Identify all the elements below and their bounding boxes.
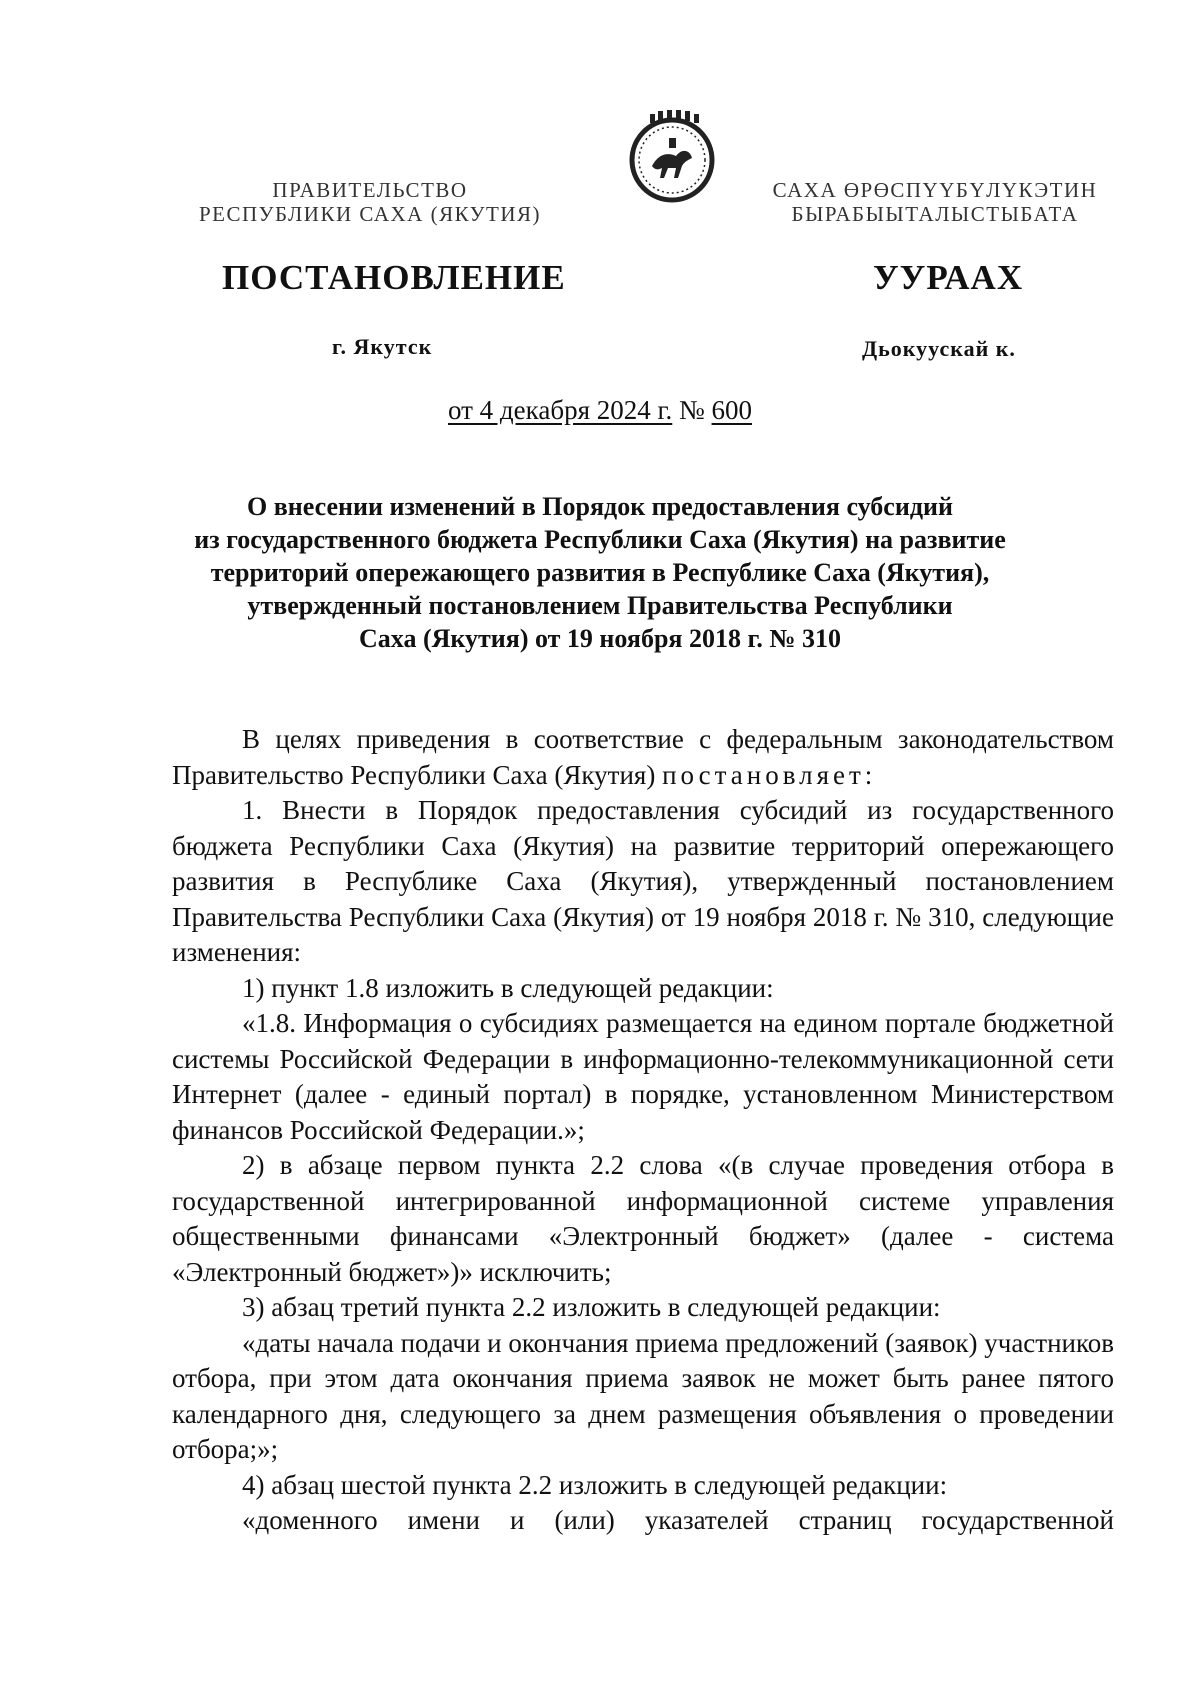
document-title [170, 490, 1030, 655]
intro-verb: постановляет: [662, 759, 877, 790]
intro-text: В целях приведения в соответствие с федеральным законодательством Правительство Республики Саха (Якутия) [172, 724, 1114, 790]
org-name-sah-line1: САХА ӨРӨСПҮҮБҮЛҮКЭТИН [772, 178, 1098, 202]
paragraph-2: 1) пункт 1.8 изложить в следующей редакции: [242, 972, 774, 1003]
title-line: утвержденный постановлением Правительства Республики [247, 591, 953, 620]
document-number: 600 [711, 395, 753, 425]
document-type-ru: ПОСТАНОВЛЕНИЕ [222, 258, 566, 297]
title-line: из государственного бюджета Республики Саха (Якутия) на развитие [194, 525, 1006, 554]
intro-paragraph [172, 722, 1114, 793]
document-date: от 4 декабря 2024 г. [447, 395, 673, 425]
paragraph-4: 2) в абзаце первом пункта 2.2 слова «(в случае проведения отбора в государственной интегрированной информационной системе управления общественными финансами «Электронный бюджет» (далее - система «Электронный бюджет»)» исключить; [172, 1150, 1114, 1287]
document-date-number [0, 395, 1200, 426]
paragraph-7: 4) абзац шестой пункта 2.2 изложить в следующей редакции: [242, 1469, 948, 1500]
document-type-sah: УУРААХ [873, 258, 1024, 297]
title-line: территорий опережающего развития в Республике Саха (Якутия), [210, 558, 990, 587]
org-name-sah [755, 178, 1115, 226]
paragraph-8: «доменного имени и (или) указателей страниц государственной [242, 1505, 1114, 1535]
org-name-ru-line1: ПРАВИТЕЛЬСТВО [272, 178, 468, 202]
title-line: Саха (Якутия) от 19 ноября 2018 г. № 310 [359, 624, 841, 653]
title-line: О внесении изменений в Порядок предоставления субсидий [247, 492, 953, 521]
paragraph-6: «даты начала подачи и окончания приема предложений (заявок) участников отбора, при этом дата окончания приема заявок не может быть ранее пятого календарного дня, следующего за днем размещения объявления о проведении отбора;»; [172, 1327, 1114, 1464]
document-body [172, 722, 1114, 1539]
paragraph-1: 1. Внести в Порядок предоставления субсидий из государственного бюджета Республики Саха (Якутия) на развитие территорий опережающего развития в Республике Саха (Якутия), утвержденный постановлением Правительства Республики Саха (Якутия) от 19 ноября 2018 г. № 310, следующие изменения: [172, 795, 1114, 967]
paragraph-3: «1.8. Информация о субсидиях размещается на едином портале бюджетной системы Российской Федерации в информационно-телекоммуникационной сети Интернет (далее - единый портал) в порядке, установленном Министерством финансов Российской Федерации.»; [172, 1008, 1114, 1145]
org-name-sah-line2: БЫРАБЫЫТАЛЫСТЫБАТА [791, 202, 1079, 226]
org-name-ru [190, 178, 550, 226]
city-ru: г. Якутск [332, 334, 433, 359]
coat-of-arms-emblem-icon [624, 108, 720, 204]
paragraph-5: 3) абзац третий пункта 2.2 изложить в следующей редакции: [242, 1292, 941, 1322]
city-sah: Дьокуускай к. [862, 336, 1016, 361]
org-name-ru-line2: РЕСПУБЛИКИ САХА (ЯКУТИЯ) [198, 202, 542, 226]
number-sign: № [679, 395, 705, 425]
